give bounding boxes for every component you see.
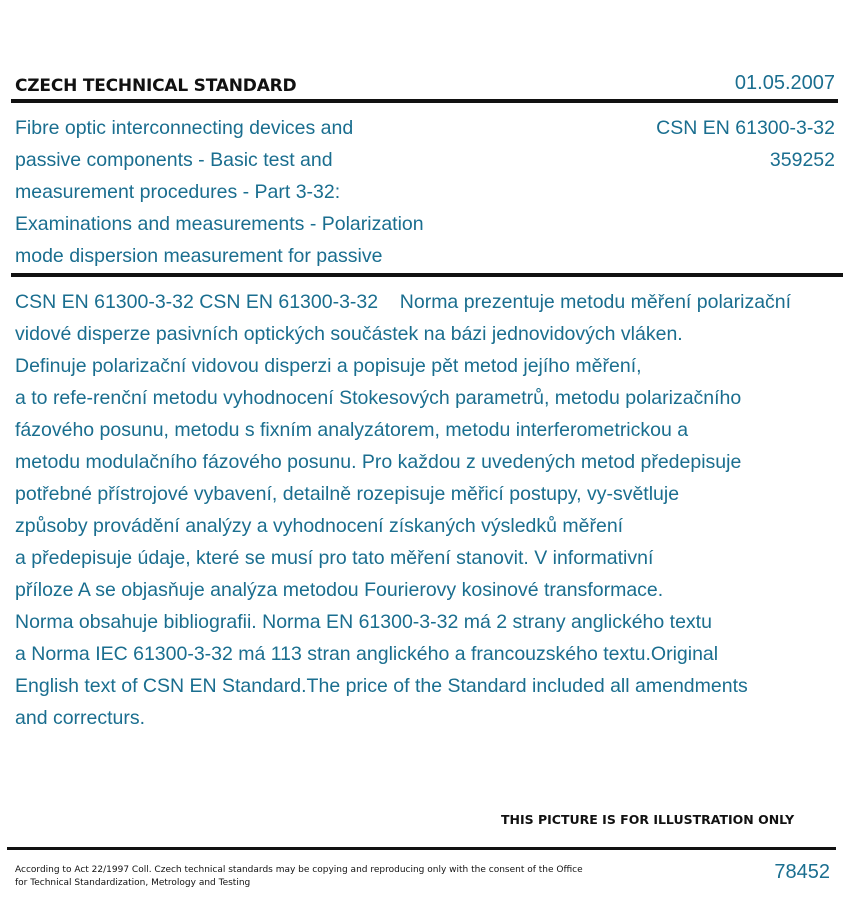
legal-line: According to Act 22/1997 Coll. Czech technical standards may be copying and reproducing only with the consent of the Office: [15, 865, 583, 875]
description-line: vidové disperze pasivních optických součástek na bázi jednovidových vláken.: [15, 323, 683, 345]
title-line: Examinations and measurements - Polarization: [15, 213, 424, 235]
description-line: a předepisuje údaje, které se musí pro tato měření stanovit. V informativní: [15, 547, 654, 569]
legal-line: for Technical Standardization, Metrology and Testing: [15, 877, 251, 888]
description-line: CSN EN 61300-3-32 CSN EN 61300-3-32 Norma prezentuje metodu měření polarizační: [15, 291, 792, 313]
legal-notice: [15, 864, 583, 889]
standard-description: [15, 286, 865, 734]
title-divider: [11, 273, 843, 277]
description-line: metodu modulačního fázového posunu. Pro každou z uvedených metod předepisuje: [15, 451, 742, 473]
publication-date: 01.05.2007: [734, 72, 835, 94]
illustration-note: THIS PICTURE IS FOR ILLUSTRATION ONLY: [501, 812, 795, 827]
description-line: fázového posunu, metodu s fixním analyzátorem, metodu interferometrickou a: [15, 419, 689, 441]
description-line: a to refe-renční metodu vyhodnocení Stokesových parametrů, metodu polarizačního: [15, 387, 742, 409]
header-divider: [11, 99, 838, 103]
description-line: Norma obsahuje bibliografii. Norma EN 61300-3-32 má 2 strany anglického textu: [15, 611, 712, 633]
description-line: English text of CSN EN Standard.The price of the Standard included all amendments: [15, 675, 748, 697]
description-line: způsoby provádění analýzy a vyhodnocení získaných výsledků měření: [15, 515, 624, 537]
standard-title: [15, 112, 485, 272]
footer-divider: [7, 847, 836, 850]
standard-number: CSN EN 61300-3-32: [656, 117, 835, 139]
description-line: and correcturs.: [15, 707, 146, 729]
description-line: a Norma IEC 61300-3-32 má 113 stran anglického a francouzského textu.Original: [15, 643, 719, 665]
header-label: CZECH TECHNICAL STANDARD: [15, 76, 297, 96]
description-line: Definuje polarizační vidovou disperzi a popisuje pět metod jejího měření,: [15, 355, 642, 377]
classification-code: 359252: [769, 149, 835, 171]
title-line: passive components - Basic test and: [15, 149, 333, 171]
document-code: 78452: [774, 861, 830, 883]
standard-identifier: [656, 112, 835, 176]
title-line: measurement procedures - Part 3-32:: [15, 181, 341, 203]
description-line: potřebné přístrojové vybavení, detailně rozepisuje měřicí postupy, vy-světluje: [15, 483, 680, 505]
title-line: Fibre optic interconnecting devices and: [15, 117, 354, 139]
title-line: mode dispersion measurement for passive: [15, 245, 383, 267]
description-line: příloze A se objasňuje analýza metodou Fourierovy kosinové transformace.: [15, 579, 664, 601]
